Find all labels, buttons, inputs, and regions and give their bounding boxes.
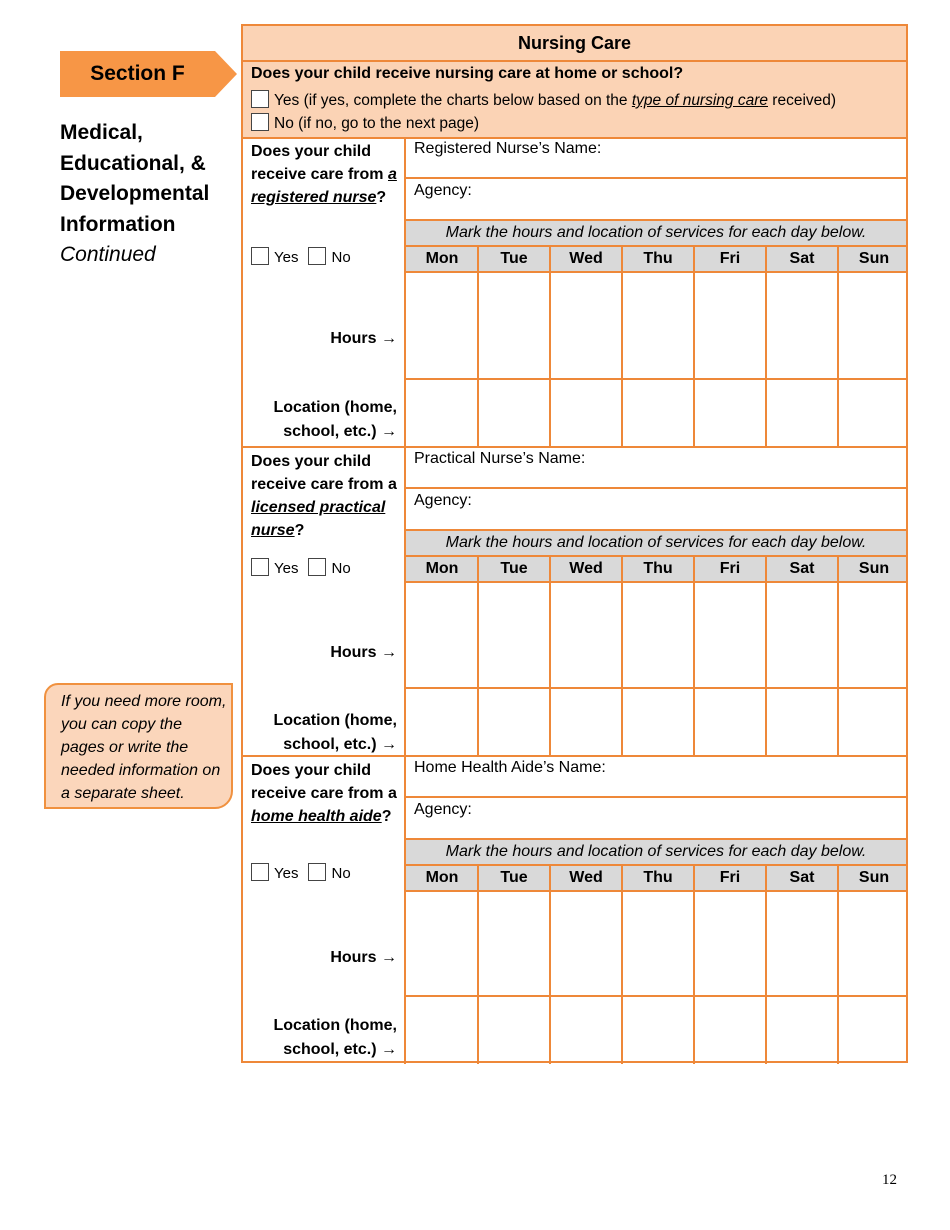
day-header: Fri: [719, 869, 741, 886]
care-question-text: Does your child receive care from: [251, 143, 388, 183]
no-label: No: [331, 560, 351, 577]
location-cell[interactable]: [623, 689, 693, 756]
location-row-label: [247, 396, 397, 444]
yes-option-text-end: received): [768, 92, 837, 109]
yes-checkbox[interactable]: [251, 558, 269, 576]
hours-cell[interactable]: [407, 273, 477, 378]
hours-cell[interactable]: [695, 273, 765, 378]
location-label-line: Location (home,: [273, 1017, 397, 1034]
yes-no-choice: [251, 558, 351, 577]
continued-label: Continued: [60, 243, 156, 266]
mark-instruction: Mark the hours and location of services for each day below.: [406, 221, 906, 247]
location-cell[interactable]: [839, 689, 909, 756]
nurse-block: [243, 756, 906, 1064]
location-cell[interactable]: [767, 380, 837, 447]
hours-cell[interactable]: [839, 273, 909, 378]
form-title: Nursing Care: [243, 26, 906, 62]
page-number: 12: [882, 1172, 897, 1188]
day-header: Sun: [858, 869, 890, 886]
hours-cell[interactable]: [479, 273, 549, 378]
nurse-name-field[interactable]: [406, 756, 906, 798]
care-question-mark: ?: [294, 522, 305, 539]
hours-cell[interactable]: [623, 273, 693, 378]
day-header: Mon: [425, 250, 459, 267]
nurse-name-label: Home Health Aide’s Name:: [414, 759, 606, 776]
location-cell[interactable]: [695, 997, 765, 1064]
title-line: Developmental: [60, 182, 210, 205]
day-header-row: [406, 866, 906, 892]
yes-no-choice: [251, 247, 351, 266]
nurse-name-field[interactable]: [406, 447, 906, 489]
day-header: Wed: [569, 250, 603, 267]
yes-checkbox[interactable]: [251, 90, 269, 108]
care-question: [251, 140, 401, 209]
location-cell[interactable]: [407, 689, 477, 756]
agency-label: Agency:: [414, 801, 472, 818]
mark-instruction: Mark the hours and location of services for each day below.: [406, 531, 906, 557]
day-header: Thu: [643, 560, 673, 577]
section-title: [60, 118, 235, 271]
no-checkbox[interactable]: [251, 113, 269, 131]
hours-cell[interactable]: [407, 892, 477, 995]
no-option: [251, 113, 479, 133]
location-label-line: school, etc.) →: [283, 736, 397, 753]
no-label: No: [331, 865, 351, 882]
title-line: Medical,: [60, 121, 143, 144]
location-cell[interactable]: [767, 997, 837, 1064]
mark-instruction: Mark the hours and location of services for each day below.: [406, 840, 906, 866]
nurse-name-field[interactable]: [406, 137, 906, 179]
day-header: Sat: [789, 869, 815, 886]
day-header: Tue: [500, 250, 528, 267]
location-cell[interactable]: [695, 380, 765, 447]
yes-option-text: Yes (if yes, complete the charts below based on the: [274, 92, 632, 109]
no-label: No: [331, 249, 351, 266]
day-header: Tue: [500, 869, 528, 886]
location-cell[interactable]: [407, 380, 477, 447]
title-line: Information: [60, 212, 176, 236]
hours-cell[interactable]: [551, 583, 621, 687]
yes-option-emphasis: type of nursing care: [631, 92, 768, 109]
location-cell[interactable]: [623, 997, 693, 1064]
location-label-line: school, etc.) →: [283, 423, 397, 440]
yes-no-choice: [251, 863, 351, 882]
day-header: Sat: [789, 250, 815, 267]
location-cell[interactable]: [839, 997, 909, 1064]
day-header: Tue: [500, 560, 528, 577]
day-header-row: [406, 247, 906, 273]
location-cell[interactable]: [623, 380, 693, 447]
care-question-mark: ?: [381, 808, 392, 825]
location-cell[interactable]: [479, 689, 549, 756]
hours-cell[interactable]: [623, 583, 693, 687]
nurse-block: [243, 447, 906, 756]
hours-cell[interactable]: [767, 892, 837, 995]
yes-checkbox[interactable]: [251, 247, 269, 265]
care-type: licensed practical nurse: [251, 499, 386, 539]
day-header: Sun: [858, 250, 890, 267]
nurse-block: [243, 137, 906, 447]
hours-cell[interactable]: [479, 583, 549, 687]
hours-cell[interactable]: [695, 583, 765, 687]
section-label: Section F: [90, 62, 185, 85]
care-question-mark: ?: [376, 189, 387, 206]
no-option-text: No (if no, go to the next page): [274, 115, 480, 132]
location-row-label: [247, 1014, 397, 1062]
hours-cell[interactable]: [767, 273, 837, 378]
location-cell[interactable]: [695, 689, 765, 756]
hours-cell[interactable]: [479, 892, 549, 995]
copy-pages-note: If you need more room, you can copy the pages or write the needed information on a separate sheet.: [44, 683, 233, 809]
agency-label: Agency:: [414, 492, 472, 509]
care-question: [251, 759, 401, 828]
agency-field[interactable]: [406, 798, 906, 840]
day-header: Mon: [425, 560, 459, 577]
agency-label: Agency:: [414, 182, 472, 199]
location-row-label: [247, 709, 397, 757]
yes-label: Yes: [274, 865, 299, 882]
day-header: Wed: [569, 869, 603, 886]
hours-cell[interactable]: [407, 583, 477, 687]
location-cell[interactable]: [551, 997, 621, 1064]
day-header: Mon: [425, 869, 459, 886]
day-header: Wed: [569, 560, 603, 577]
hours-cell[interactable]: [695, 892, 765, 995]
hours-row-label: Hours →: [330, 644, 397, 661]
day-header: Fri: [719, 560, 741, 577]
day-header-row: [406, 557, 906, 583]
care-type: home health aide: [251, 808, 382, 825]
hours-cell[interactable]: [551, 273, 621, 378]
hours-cell[interactable]: [839, 892, 909, 995]
section-tab: [60, 51, 237, 97]
care-question-text: Does your child receive care from a: [251, 762, 397, 802]
nursing-care-form: [241, 24, 908, 1063]
location-cell[interactable]: [551, 380, 621, 447]
hours-cell[interactable]: [551, 892, 621, 995]
yes-option: [251, 90, 836, 110]
care-type: a registered nurse: [251, 166, 397, 206]
title-line: Educational, &: [60, 151, 206, 175]
location-label-line: school, etc.) →: [283, 1041, 397, 1058]
location-cell[interactable]: [839, 380, 909, 447]
agency-field[interactable]: [406, 489, 906, 531]
no-checkbox[interactable]: [308, 863, 326, 881]
hours-row-label: Hours →: [330, 949, 397, 966]
yes-checkbox[interactable]: [251, 863, 269, 881]
day-header: Thu: [643, 869, 673, 886]
care-question: [251, 450, 401, 542]
hours-cell[interactable]: [623, 892, 693, 995]
day-header: Sun: [858, 560, 890, 577]
day-header: Sat: [789, 560, 815, 577]
question-text: Does your child receive nursing care at home or school?: [251, 65, 684, 82]
location-cell[interactable]: [767, 689, 837, 756]
day-header: Thu: [643, 250, 673, 267]
location-cell[interactable]: [407, 997, 477, 1064]
hours-row-label: Hours →: [330, 330, 397, 347]
location-cell[interactable]: [479, 997, 549, 1064]
no-checkbox[interactable]: [308, 558, 326, 576]
agency-field[interactable]: [406, 179, 906, 221]
nurse-name-label: Practical Nurse’s Name:: [414, 450, 586, 467]
nurse-name-label: Registered Nurse’s Name:: [414, 140, 602, 157]
yes-label: Yes: [274, 560, 299, 577]
location-label-line: Location (home,: [273, 712, 397, 729]
location-label-line: Location (home,: [273, 399, 397, 416]
hours-cell[interactable]: [839, 583, 909, 687]
location-cell[interactable]: [479, 380, 549, 447]
yes-label: Yes: [274, 249, 299, 266]
no-checkbox[interactable]: [308, 247, 326, 265]
care-question-text: Does your child receive care from a: [251, 453, 397, 493]
location-cell[interactable]: [551, 689, 621, 756]
hours-cell[interactable]: [767, 583, 837, 687]
day-header: Fri: [719, 250, 741, 267]
nursing-care-question: [243, 62, 906, 139]
